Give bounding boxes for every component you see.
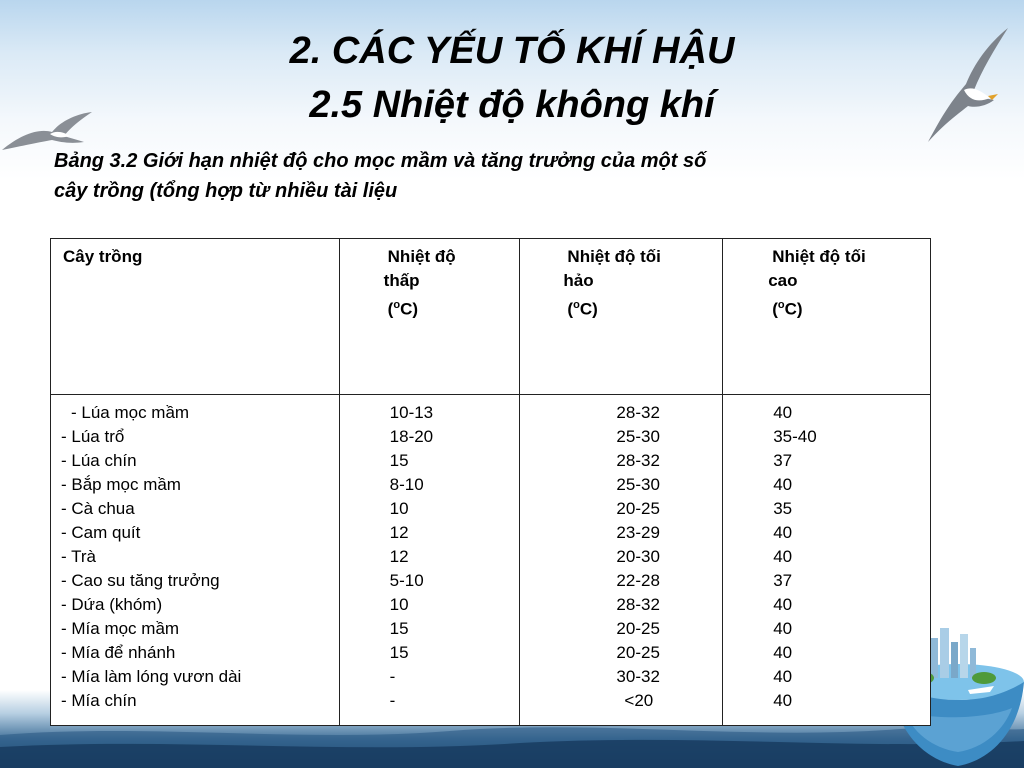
max-temp-value: 40 (773, 403, 793, 422)
low-temp-value: 12 (389, 523, 409, 542)
optimal-temp-value: 28-32 (616, 451, 660, 470)
header-text: Cây trồng (63, 247, 143, 266)
slide-title: 2. CÁC YẾU TỐ KHÍ HẬU (289, 30, 735, 72)
header-text: Nhiệt độ tối (567, 247, 661, 266)
header-crop (51, 239, 340, 395)
low-temp-value: 15 (389, 643, 409, 662)
max-temp-value: 40 (773, 643, 793, 662)
low-temp-value: 15 (389, 451, 409, 470)
max-temp-value: 37 (773, 451, 793, 470)
max-temp-value: 40 (773, 523, 793, 542)
optimal-temp-value: <20 (624, 691, 654, 710)
crop-name: - Cà chua (61, 499, 135, 518)
temperature-table (50, 238, 931, 726)
crop-name: - Lúa chín (61, 451, 137, 470)
optimal-temp-value: 25-30 (616, 475, 660, 494)
low-temp-value: 15 (389, 619, 409, 638)
max-temp-value: 40 (773, 595, 793, 614)
crop-name: - Dứa (khóm) (61, 595, 163, 614)
low-temp-value: 10-13 (389, 403, 434, 422)
caption-line: cây trồng (tổng hợp từ nhiều tài liệu (54, 180, 398, 202)
low-temp-value: 12 (389, 547, 409, 566)
header-unit: ($^o$C) (772, 299, 803, 319)
header-unit: ($^o$C) (387, 299, 419, 319)
max-temp-value: 37 (773, 571, 793, 590)
optimal-temp-value: 22-28 (616, 571, 660, 590)
optimal-temp-column (520, 395, 723, 726)
crop-name: - Lúa mọc mầm (71, 403, 190, 422)
table-header-row (51, 239, 931, 395)
low-temp-value: 5-10 (389, 571, 424, 590)
optimal-temp-value: 25-30 (616, 427, 660, 446)
crop-name: - Cam quít (61, 523, 141, 542)
table-caption (54, 146, 914, 206)
header-unit: ($^o$C) (567, 299, 598, 319)
crop-name: - Mía chín (61, 691, 137, 710)
crop-name: - Mía để nhánh (61, 643, 176, 662)
optimal-temp-value: 20-30 (616, 547, 660, 566)
crop-name: - Lúa trổ (61, 427, 125, 446)
max-temp-column (723, 395, 931, 726)
crop-name: - Cao su tăng trưởng (61, 571, 220, 590)
crop-name: - Trà (61, 547, 96, 566)
max-temp-value: 40 (773, 691, 793, 710)
max-temp-value: 40 (773, 667, 793, 686)
crop-name: - Mía làm lóng vươn dài (61, 667, 242, 686)
slide-subtitle: 2.5 Nhiệt độ không khí (309, 84, 715, 126)
crop-column (51, 395, 340, 726)
table-body-row (51, 395, 931, 726)
low-temp-value: - (389, 667, 396, 686)
header-low-temp (339, 239, 520, 395)
max-temp-value: 40 (773, 475, 793, 494)
low-temp-column (339, 395, 520, 726)
header-text: hảo (563, 271, 594, 290)
header-optimal-temp (520, 239, 723, 395)
optimal-temp-value: 20-25 (616, 619, 660, 638)
optimal-temp-value: 20-25 (616, 499, 660, 518)
optimal-temp-value: 28-32 (616, 595, 660, 614)
optimal-temp-value: 28-32 (616, 403, 660, 422)
header-max-temp (723, 239, 931, 395)
crop-name: - Mía mọc mầm (61, 619, 180, 638)
low-temp-value: 18-20 (389, 427, 434, 446)
max-temp-value: 40 (773, 619, 793, 638)
header-text: Nhiệt độ (387, 247, 456, 266)
header-text: Nhiệt độ tối (772, 247, 866, 266)
optimal-temp-value: 20-25 (616, 643, 660, 662)
optimal-temp-value: 30-32 (616, 667, 660, 686)
caption-line: Bảng 3.2 Giới hạn nhiệt độ cho mọc mầm và tăng trưởng của một số (54, 150, 707, 172)
low-temp-value: 8-10 (389, 475, 424, 494)
max-temp-value: 35-40 (773, 427, 817, 446)
max-temp-value: 40 (773, 547, 793, 566)
header-text: thấp (383, 271, 420, 290)
crop-name: - Bắp mọc mầm (61, 475, 181, 494)
low-temp-value: 10 (389, 499, 409, 518)
header-text: cao (768, 271, 798, 290)
low-temp-value: 10 (389, 595, 409, 614)
low-temp-value: - (389, 691, 396, 710)
max-temp-value: 35 (773, 499, 793, 518)
optimal-temp-value: 23-29 (616, 523, 660, 542)
